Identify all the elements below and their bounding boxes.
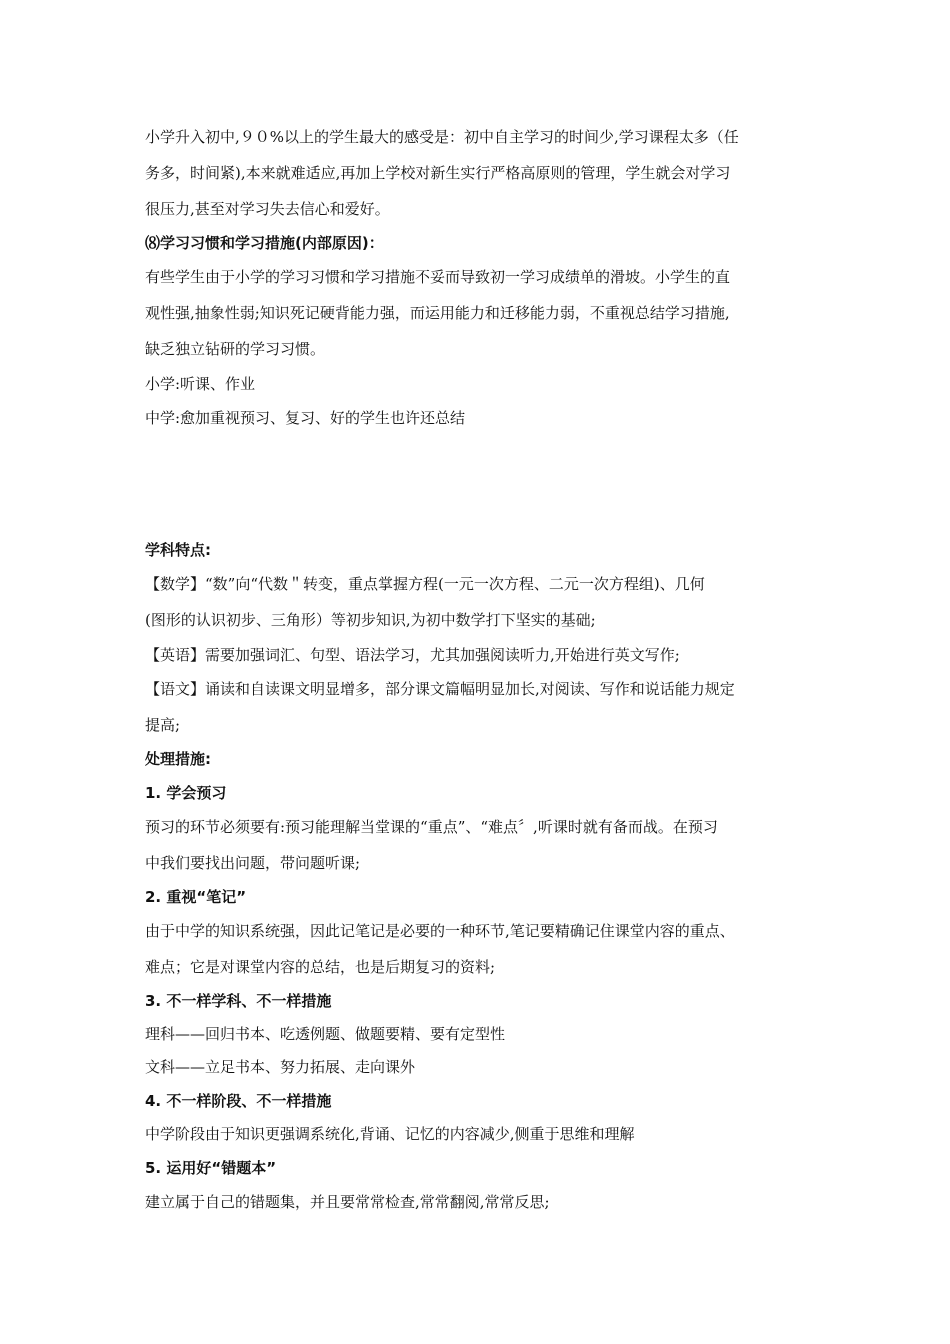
habits-heading: ⑻学习习惯和学习措施(内部原因)： bbox=[145, 234, 384, 252]
measure-1-line-2: 中我们要找出问题，带问题听课; bbox=[145, 854, 361, 872]
measure-3-title: 3. 不一样学科、不一样措施 bbox=[145, 992, 332, 1010]
intro-line-2: 务多，时间紧),本来就难适应,再加上学校对新生实行严格高原则的管理，学生就会对学习 bbox=[145, 164, 731, 182]
measure-1-line-1: 预习的环节必须要有:预习能理解当堂课的“重点”、“难点〞,听课时就有备而战。在预习 bbox=[145, 818, 718, 836]
measure-3-line-2: 文科——立足书本、努力拓展、走向课外 bbox=[145, 1058, 416, 1076]
habits-line-1: 有些学生由于小学的学习习惯和学习措施不妥而导致初一学习成绩单的滑坡。小学生的直 bbox=[145, 268, 731, 286]
habits-line-2: 观性强,抽象性弱;知识死记硬背能力强，而运用能力和迁移能力弱，不重视总结学习措施, bbox=[145, 304, 730, 322]
measure-4-title: 4. 不一样阶段、不一样措施 bbox=[145, 1092, 332, 1110]
subjects-english: 【英语】需要加强词汇、句型、语法学习，尤其加强阅读听力,开始进行英文写作; bbox=[145, 646, 680, 664]
measure-2-title: 2. 重视“笔记” bbox=[145, 888, 247, 906]
habits-middle: 中学:愈加重视预习、复习、好的学生也许还总结 bbox=[145, 409, 466, 427]
measure-2-line-2: 难点；它是对课堂内容的总结，也是后期复习的资料; bbox=[145, 958, 496, 976]
measure-4-line-1: 中学阶段由于知识更强调系统化,背诵、记忆的内容减少,侧重于思维和理解 bbox=[145, 1125, 635, 1143]
measure-1-title: 1. 学会预习 bbox=[145, 784, 227, 802]
subjects-chinese-line-1: 【语文】诵读和自读课文明显增多，部分课文篇幅明显加长,对阅读、写作和说话能力规定 bbox=[145, 680, 735, 698]
intro-line-3: 很压力,甚至对学习失去信心和爱好。 bbox=[145, 200, 390, 218]
subjects-heading: 学科特点: bbox=[145, 541, 211, 559]
measures-heading: 处理措施: bbox=[145, 750, 211, 768]
measure-2-line-1: 由于中学的知识系统强，因此记笔记是必要的一种环节,笔记要精确记住课堂内容的重点、 bbox=[145, 922, 735, 940]
measure-5-title: 5. 运用好“错题本” bbox=[145, 1159, 277, 1177]
measure-5-line-1: 建立属于自己的错题集，并且要常常检查,常常翻阅,常常反思; bbox=[145, 1193, 550, 1211]
measure-3-line-1: 理科——回归书本、吃透例题、做题要精、要有定型性 bbox=[145, 1025, 506, 1043]
subjects-chinese-line-2: 提高; bbox=[145, 716, 181, 734]
habits-line-3: 缺乏独立钻研的学习习惯。 bbox=[145, 340, 326, 358]
subjects-math-line-2: (图形的认识初步、三角形）等初步知识,为初中数学打下坚实的基础; bbox=[145, 611, 596, 629]
subjects-math-line-1: 【数学】“数”向“代数＂转变，重点掌握方程(一元一次方程、二元一次方程组)、几何 bbox=[145, 575, 705, 593]
intro-line-1: 小学升入初中,９０%以上的学生最大的感受是：初中自主学习的时间少,学习课程太多（任 bbox=[145, 128, 739, 146]
habits-primary: 小学:听课、作业 bbox=[145, 375, 256, 393]
